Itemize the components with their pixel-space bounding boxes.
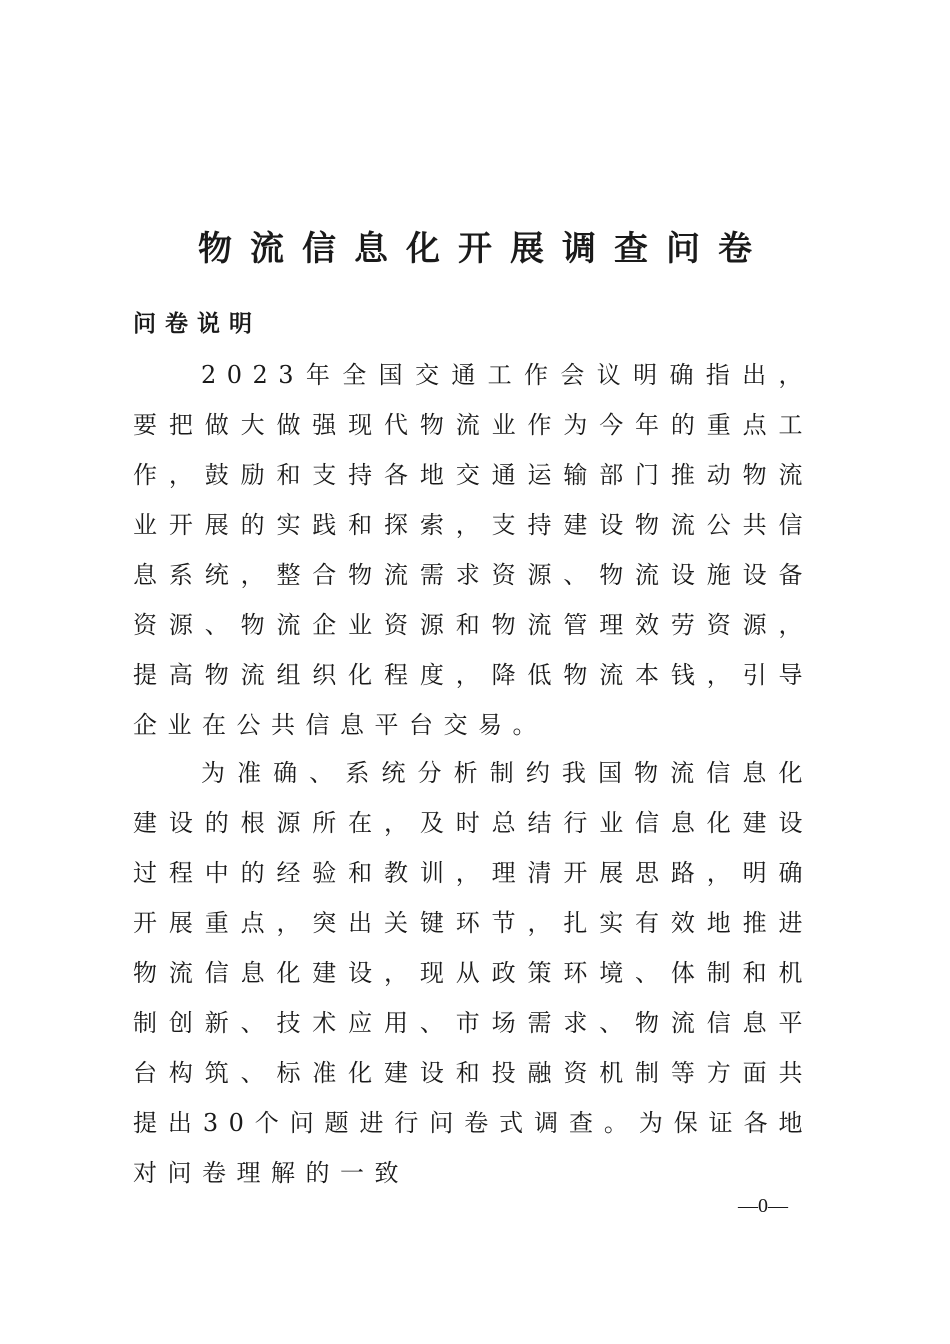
section-heading: 问卷说明 xyxy=(133,311,261,337)
page-number: —0— xyxy=(738,1195,788,1217)
page-title: 物流信息化开展调查问卷 xyxy=(198,228,770,269)
body-paragraph-1: 2023年全国交通工作会议明确指出，要把做大做强现代物流业作为今年的重点工作，鼓励和支持各地交通运输部门推动物流业开展的实践和探索，支持建设物流公共信息系统，整合物流需求资源、物流设施设备资源、物流企业资源和物流管理效劳资源，提高物流组织化程度，降低物流本钱，引导企业在公共信息平台交易。 xyxy=(133,361,813,739)
body-paragraph-2: 为准确、系统分析制约我国物流信息化建设的根源所在，及时总结行业信息化建设过程中的经验和教训，理清开展思路，明确开展重点，突出关键环节，扎实有效地推进物流信息化建设，现从政策环境、体制和机制创新、技术应用、市场需求、物流信息平台构筑、标准化建设和投融资机制等方面共提出30个问题进行问卷式调查。为保证各地对问卷理解的一致 xyxy=(133,759,813,1187)
